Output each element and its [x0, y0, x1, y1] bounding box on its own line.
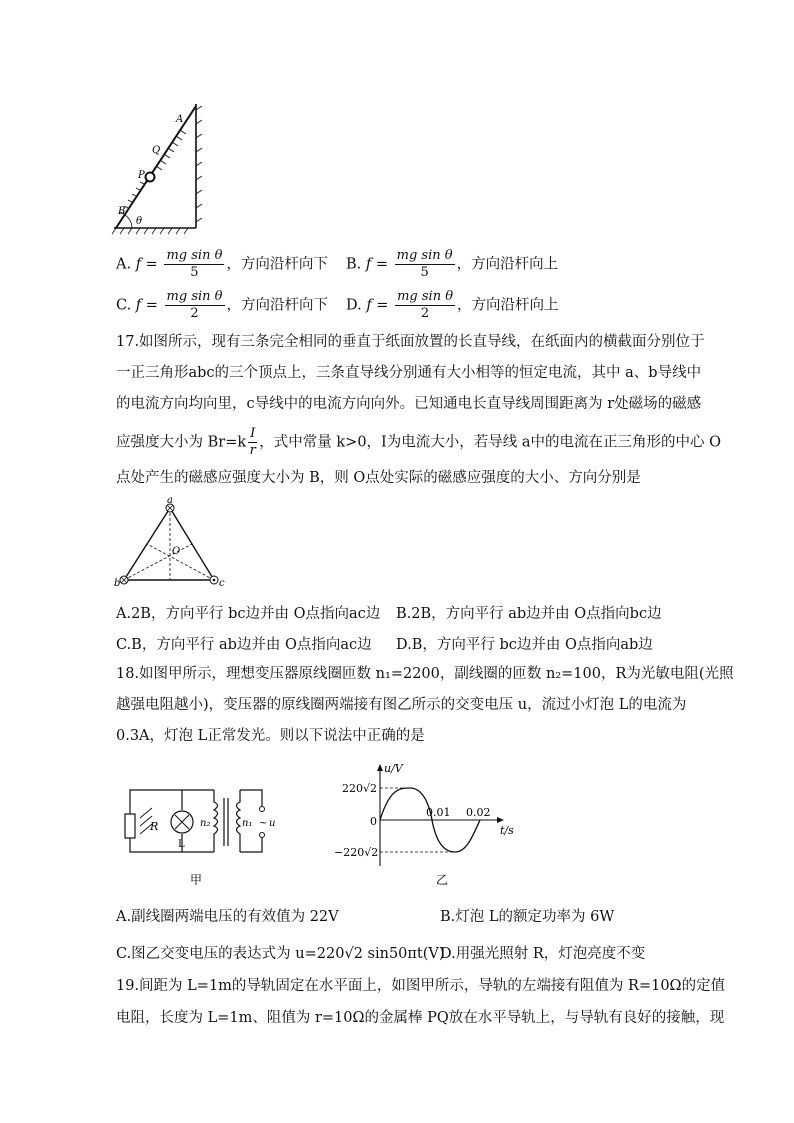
voltage-graph	[320, 758, 530, 890]
graph-t1: 0.01	[426, 806, 451, 819]
q17-option-c: C.B，方向平行 ab边并由 O点指向ac边	[116, 637, 372, 653]
graph-origin: 0	[370, 815, 377, 828]
label-O: O	[172, 546, 181, 557]
q16-option-b: B. f = $\frac{\text{mg sin θ}}{5}$ ，方向沿杆向上	[346, 248, 559, 280]
q17-line-5: 点处产生的磁感应强度大小为 B，则 O点处实际的磁感应强度的大小、方向分别是	[116, 470, 641, 486]
caption-yi: 乙	[436, 873, 449, 887]
graph-ymax: 220√2	[342, 782, 378, 795]
q16-option-a: A. f = $\frac{\text{mg sin θ}}{5}$ ，方向沿杆向下	[116, 248, 328, 280]
caption-jia: 甲	[190, 873, 203, 887]
q18-line-2: 越强电阻越小)，变压器的原线圈两端接有图乙所示的交变电压 u，流过小灯泡 L的电流为	[116, 697, 687, 713]
graph-ylabel: u/V	[384, 762, 403, 775]
label-b: b	[114, 578, 121, 588]
q17-option-d: D.B，方向平行 bc边并由 O点指向ab边	[396, 637, 653, 653]
graph-t2: 0.02	[466, 806, 491, 819]
q17-line-1: 17.如图所示，现有三条完全相同的垂直于纸面放置的长直导线，在纸面内的横截面分别位于	[116, 334, 705, 350]
q19-line-2: 电阻，长度为 L=1m、阻值为 r=10Ω的金属棒 PQ放在水平导轨上，与导轨有良好的接触，现	[116, 1010, 725, 1026]
circuit-figure	[118, 780, 278, 890]
label-n1: n₁	[242, 818, 253, 829]
graph-xlabel: t/s	[500, 824, 514, 837]
label-u: u	[269, 818, 276, 829]
q17-line-2: 一正三角形abc的三个顶点上，三条直导线分别通有大小相等的恒定电流，其中 a、b导线中	[116, 365, 702, 381]
graph-ymin: −220√2	[334, 846, 379, 859]
q18-option-c: C.图乙交变电压的表达式为 u=220√2 sin50πt(V)	[116, 946, 445, 962]
q17-option-a: A.2B，方向平行 bc边并由 O点指向ac边	[116, 606, 381, 622]
q18-option-d: D.用强光照射 R，灯泡亮度不变	[440, 946, 646, 962]
label-B: B	[118, 206, 126, 217]
q17-line-4: 应强度大小为 Br=k $\frac{I}{r}$ ，式中常量 k>0，I为电流大小，若导线 a中的电流在正三角形的中心 O	[116, 426, 722, 458]
q16-option-d: D. f = $\frac{\text{mg sin θ}}{2}$ ，方向沿杆向上	[346, 289, 559, 321]
q18-option-b: B.灯泡 L的额定功率为 6W	[440, 909, 615, 925]
triangle-figure	[112, 496, 232, 588]
svg-text:~: ~	[259, 818, 268, 829]
label-n2: n₂	[200, 818, 211, 829]
label-P: P	[138, 170, 145, 181]
label-theta: θ	[136, 216, 143, 227]
label-A: A	[176, 114, 184, 125]
q17-line-3: 的电流方向均向里，c导线中的电流方向向外。已知通电长直导线周围距离为 r处磁场的磁感	[116, 396, 702, 412]
label-L: L	[178, 839, 185, 850]
q18-line-3: 0.3A，灯泡 L正常发光。则以下说法中正确的是	[116, 728, 425, 744]
q17-option-b: B.2B，方向平行 ab边并由 O点指向bc边	[396, 606, 662, 622]
incline-figure	[110, 100, 210, 235]
label-R: R	[150, 820, 159, 833]
label-a: a	[167, 496, 173, 506]
q18-line-1: 18.如图甲所示，理想变压器原线圈匝数 n₁=2200，副线圈的匝数 n₂=100，R为光敏电阻(光照	[116, 666, 734, 682]
label-c: c	[219, 578, 225, 588]
q18-option-a: A.副线圈两端电压的有效值为 22V	[116, 909, 339, 925]
label-Q: Q	[152, 145, 161, 156]
q19-line-1: 19.间距为 L=1m的导轨固定在水平面上，如图甲所示，导轨的左端接有阻值为 R=10Ω的定值	[116, 978, 726, 994]
q16-option-c: C. f = $\frac{\text{mg sin θ}}{2}$ ，方向沿杆向下	[116, 289, 328, 321]
